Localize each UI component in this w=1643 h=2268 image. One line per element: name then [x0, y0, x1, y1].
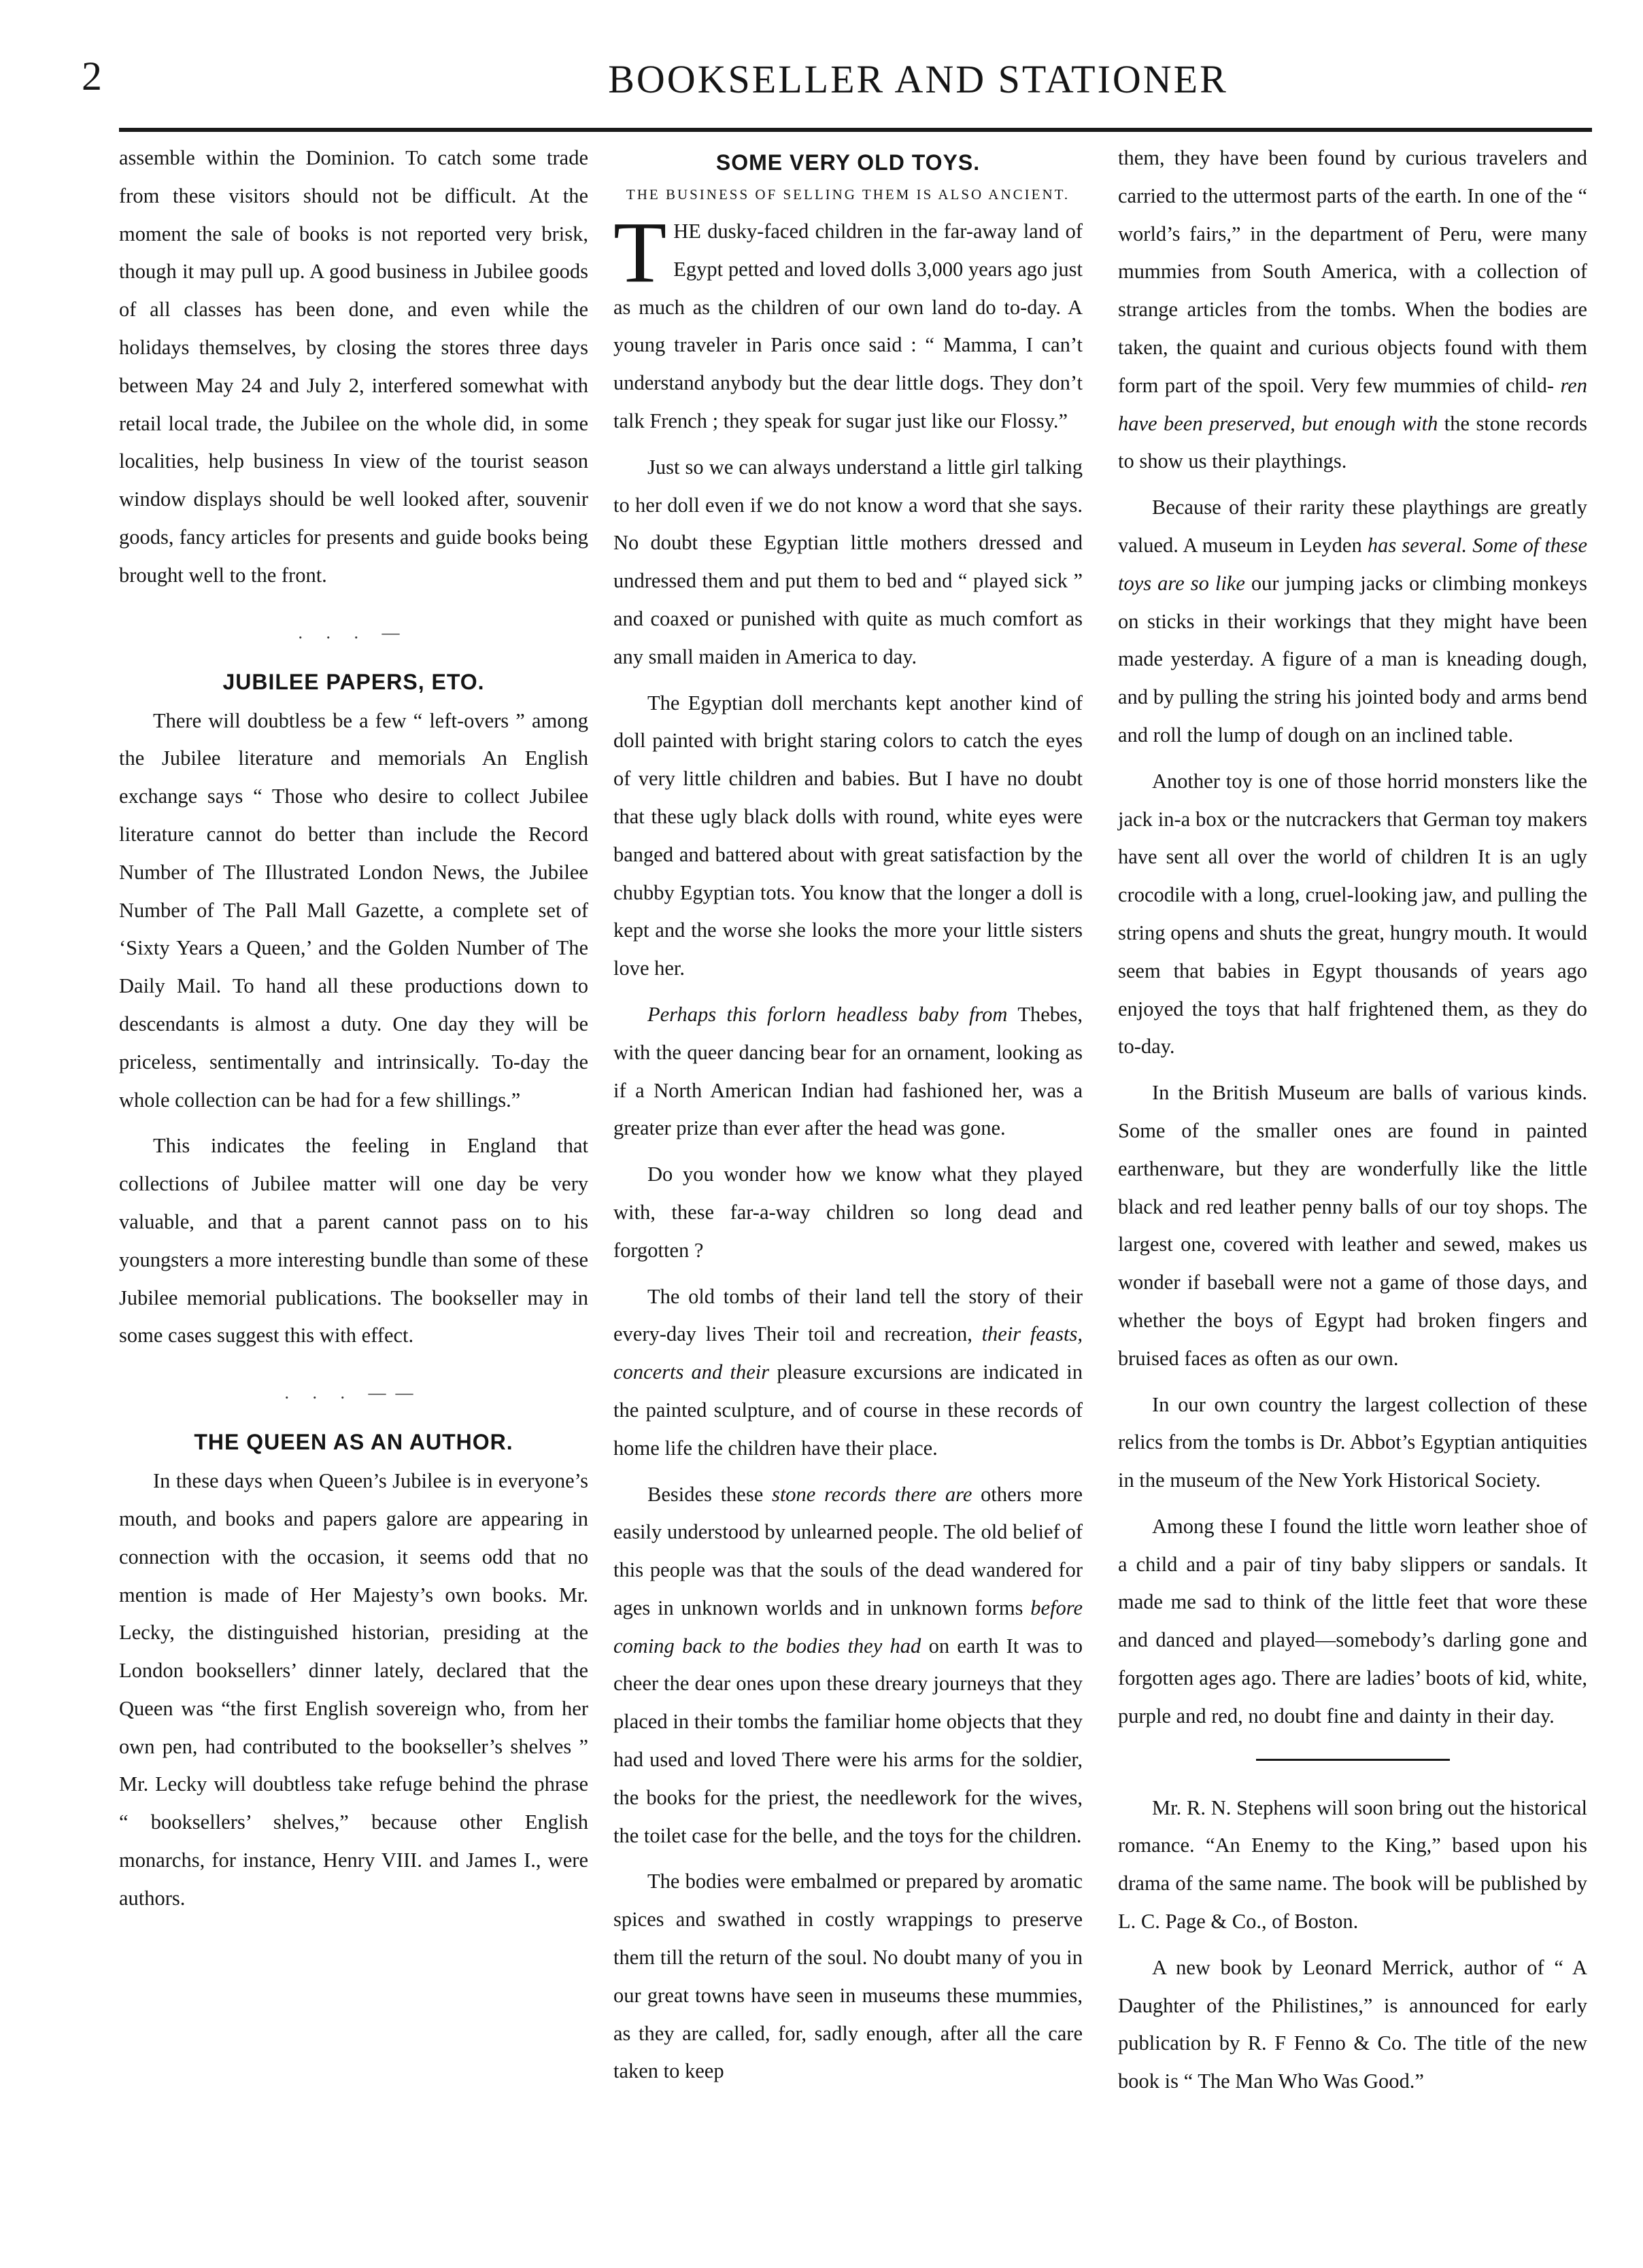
- paragraph-text: our jumping jacks or climbing monkeys on sticks in their workings that they might have been made yesterday. A figure of a man is kneading dough, and by pulling the string his jointed body and arms bend and roll the lump of dough on an inclined table.: [1118, 571, 1587, 746]
- paragraph-text: Because of their rarity these playthings are greatly valued. A museum in Leyden: [1118, 496, 1587, 557]
- section-separator: . . . ——: [284, 1383, 423, 1403]
- old-toys-subheading: THE BUSINESS OF SELLING THEM IS ALSO ANCIENT.: [626, 186, 1070, 203]
- paragraph-text: on earth It was to cheer the dear ones upon these dreary journeys that they placed in their tombs the familiar home objects that they had used and loved There were his arms for the soldier, the books for the priest, the needlework for the wives, the toilet case for the belle, and the toys for the children.: [613, 1634, 1083, 1847]
- italic-text: stone records there are: [771, 1482, 972, 1506]
- article-paragraph: The Egyptian doll merchants kept another kind of doll painted with bright staring colors to catch the eyes of very little children and babies. But I have no doubt that these ugly black dolls with round, white eyes were banged and battered about with great satisfaction by the chubby Egyptian tots. You know that the longer a doll is kept and the worse she looks the more your little sisters love her.: [613, 691, 1083, 980]
- article-paragraph: Among these I found the little worn leather shoe of a child and a pair of tiny baby slippers or sandals. It made me sad to think of the little feet that wore these and danced and played—somebody’s darling gone and forgotten ages ago. There are ladies’ boots of kid, white, purple and red, no doubt fine and dainty in their day.: [1118, 1514, 1587, 1728]
- paragraph-text: them, they have been found by curious travelers and carried to the uttermost parts of the earth. In one of the “ world’s fairs,” in the department of Peru, were many mummies from South America, with a collection of strange articles from the tombs. When the bodies are taken, the quaint and curious objects found with them form part of the spoil. Very few mummies of child-: [1118, 146, 1587, 397]
- italic-text: Perhaps this forlorn headless baby from: [647, 1002, 1008, 1026]
- article-paragraph: The bodies were embalmed or prepared by aromatic spices and swathed in costly wrappings to preserve them till the return of the soul. No doubt many of you in our great towns have seen in museums these mummies, as they are called, for, sadly enough, after all the care taken to keep: [613, 1870, 1083, 2083]
- article-paragraph: [613, 1476, 1083, 1855]
- paragraph-text: HE dusky-faced children in the far-away land of Egypt petted and loved dolls 3,000 years ago just as much as the children of our own land do to-day. A young traveler in Paris once said : “ Mamma, I can’t understand anybody but the dear little dogs. They don’t talk French ; they speak for sugar just like our Flossy.”: [613, 220, 1083, 432]
- paragraph-text: others more easily understood by unlearned people. The old belief of this people was that the souls of the dead wandered for ages in unknown worlds and in unknown forms: [613, 1482, 1083, 1619]
- article-paragraph: [1118, 489, 1587, 755]
- section-separator: . . . —: [298, 622, 409, 642]
- article-paragraph: [613, 204, 1083, 441]
- paragraph-text: the stone records to show us their playthings.: [1118, 411, 1588, 473]
- italic-text: before coming back to the bodies they had: [613, 1596, 1083, 1657]
- old-toys-heading: SOME VERY OLD TOYS.: [715, 150, 981, 175]
- paragraph-text: Besides these: [647, 1482, 764, 1506]
- section-rule: [1256, 1759, 1450, 1761]
- article-paragraph: [613, 996, 1083, 1148]
- paragraph-text: The old tombs of their land tell the story of their every-day lives Their toil and recreation,: [613, 1284, 1083, 1346]
- running-title: BOOKSELLER AND STATIONER: [608, 57, 1228, 101]
- italic-text: their feasts, concerts and their: [613, 1322, 1083, 1384]
- article-paragraph: In our own country the largest collection of these relics from the tombs is Dr. Abbot’s Egyptian antiquities in the museum of the New York Historical Society.: [1118, 1392, 1587, 1492]
- article-paragraph: This indicates the feeling in England that collections of Jubilee matter will one day be very valuable, and that a parent cannot pass on to his youngsters a more interesting bundle than some of these Jubilee memorial publications. The bookseller may in some cases suggest this with effect.: [119, 1134, 588, 1347]
- column-left: [119, 139, 588, 1926]
- news-item: Mr. R. N. Stephens will soon bring out the historical romance. “An Enemy to the King,” based upon his drama of the same name. The book will be published by L. C. Page & Co., of Boston.: [1118, 1796, 1587, 1934]
- column-right: [1118, 139, 1587, 2109]
- paragraph-text: pleasure excursions are indicated in the painted sculpture, and of course in these records of home life the children have their place.: [613, 1360, 1083, 1460]
- italic-text: has several. Some of these toys are so like: [1118, 533, 1587, 595]
- article-paragraph: Do you wonder how we know what they played with, these far-a-way children so long dead and forgotten ?: [613, 1163, 1083, 1262]
- news-item: A new book by Leonard Merrick, author of “ A Daughter of the Philistines,” is announced for early publication by R. F Fenno & Co. The title of the new book is “ The Man Who Was Good.”: [1118, 1955, 1587, 2093]
- queen-author-heading: THE QUEEN AS AN AUTHOR.: [194, 1430, 513, 1455]
- header-rule: [119, 128, 1592, 132]
- article-paragraph: In these days when Queen’s Jubilee is in everyone’s mouth, and books and papers galore are appearing in connection with the occasion, it seems odd that no mention is made of Her Majesty’s own books. Mr. Lecky, the distinguished historian, presiding at the London booksellers’ dinner lately, declared that the Queen was “the first English sovereign who, from her own pen, had contributed to the bookseller’s shelves ” Mr. Lecky will doubtless take refuge behind the phrase “ booksellers’ shelves,” because other English monarchs, for instance, Henry VIII. and James I., were authors.: [119, 1469, 588, 1910]
- article-paragraph: In the British Museum are balls of various kinds. Some of the smaller ones are found in painted earthenware, but they are wonderfully like the little black and red leather penny balls of our toy shops. The largest one, covered with leather and sewed, makes us wonder if baseball were not a game of those days, and whether the boys of Egypt had broken fingers and bruised faces as often as our own.: [1118, 1081, 1587, 1370]
- continued-paragraph: assemble within the Dominion. To catch some trade from these visitors should not be difficult. At the moment the sale of books is not reported very brisk, though it may pull up. A good business in Jubilee goods of all classes has been done, and even while the holidays themselves, by closing the stores three days between May 24 and July 2, interfered somewhat with retail local trade, the Jubilee on the whole did, in some localities, help business In view of the tourist season window displays should be well looked after, souvenir goods, fancy articles for presents and guide books being brought well to the front.: [119, 146, 588, 587]
- italic-text: ren have been preserved, but enough with: [1118, 373, 1587, 435]
- article-paragraph: Just so we can always understand a little girl talking to her doll even if we do not know a word that she says. No doubt these Egyptian little mothers dressed and undressed them and put them to bed and “ played sick ” and coaxed or punished with quite as much comfort as any small maiden in America to day.: [613, 455, 1083, 668]
- paragraph-text: Thebes, with the queer dancing bear for an ornament, looking as if a North American Indian had fashioned her, was a greater prize than ever after the head was gone.: [613, 1002, 1083, 1140]
- continued-paragraph: [1118, 139, 1587, 481]
- jubilee-papers-heading: JUBILEE PAPERS, ETO.: [222, 669, 485, 694]
- article-paragraph: [613, 1278, 1083, 1468]
- article-paragraph: Another toy is one of those horrid monsters like the jack in-a box or the nutcrackers that German toy makers have sent all over the world of children It is an ugly crocodile with a long, cruel-looking jaw, and pulling the string opens and shuts the great, hungry mouth. It would seem that babies in Egypt thousands of years ago enjoyed the toys that half frightened them, as they do to-day.: [1118, 769, 1587, 1059]
- page-number: 2: [82, 54, 102, 99]
- article-paragraph: There will doubtless be a few “ left-overs ” among the Jubilee literature and memorials An English exchange says “ Those who desire to collect Jubilee literature cannot do better than include the Record Number of The Illustrated London News, the Jubilee Number of The Pall Mall Gazette, a complete set of ‘Sixty Years a Queen,’ and the Golden Number of The Daily Mail. To hand all these productions down to descendants is almost a duty. One day they will be priceless, sentimentally and intrinsically. To-day the whole collection can be had for a few shillings.”: [119, 708, 588, 1112]
- column-middle: [613, 139, 1083, 2099]
- drop-cap: T: [613, 204, 667, 300]
